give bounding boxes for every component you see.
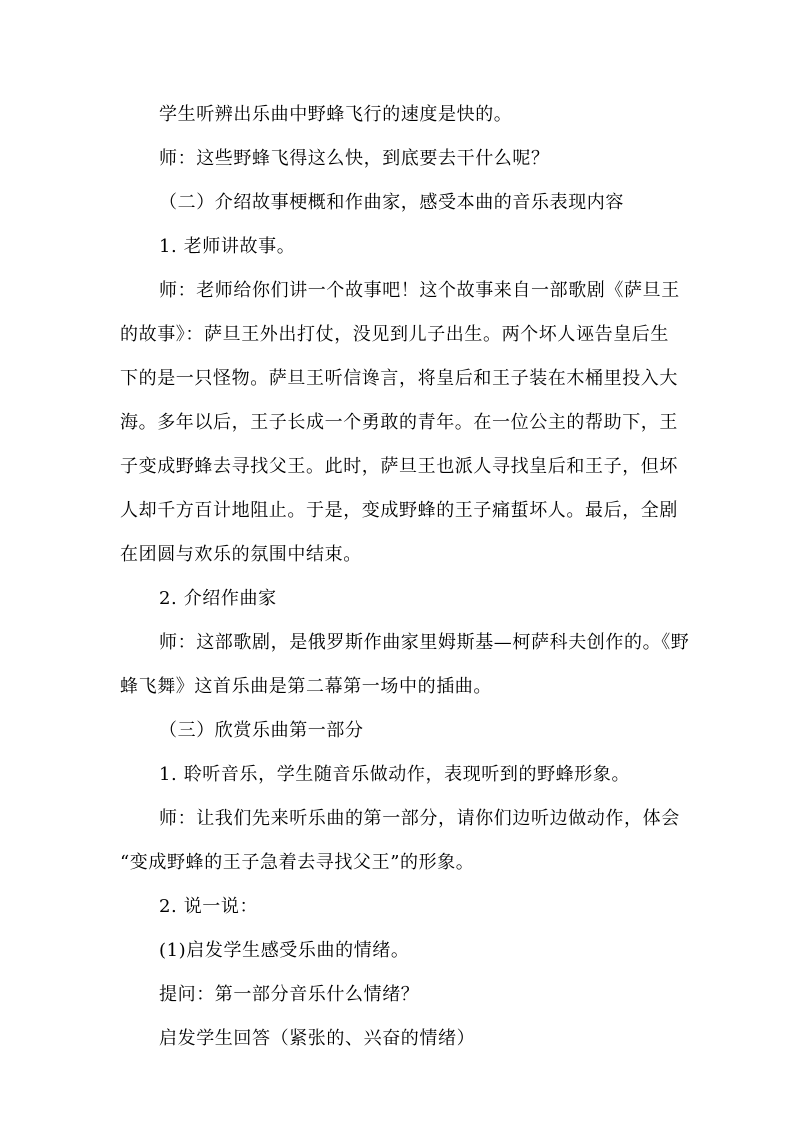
- paragraph-line: 学生听辨出乐曲中野蜂飞行的速度是快的。: [159, 104, 513, 125]
- numbered-heading: 1. 聆听音乐，学生随音乐做动作，表现听到的野蜂形象。: [159, 764, 631, 785]
- paragraph-line: 子变成野蜂去寻找父王。此时，萨旦王也派人寻找皇后和王子，但坏: [120, 456, 678, 477]
- paragraph-line: 人却千方百计地阻止。于是，变成野蜂的王子痛蜇坏人。最后，全剧: [120, 500, 678, 521]
- paragraph-line: 在团圆与欢乐的氛围中结束。: [120, 544, 362, 565]
- paragraph-line: “变成野蜂的王子急着去寻找父王”的形象。: [120, 852, 475, 873]
- numbered-heading: 2. 说一说：: [159, 896, 259, 917]
- paragraph-line: 师：让我们先来听乐曲的第一部分，请你们边听边做动作，体会: [159, 808, 680, 829]
- paragraph-line: 海。多年以后，王子长成一个勇敢的青年。在一位公主的帮助下，王: [120, 412, 678, 433]
- paragraph-line: 下的是一只怪物。萨旦王听信谗言，将皇后和王子装在木桶里投入大: [120, 368, 678, 389]
- paragraph-line: (1)启发学生感受乐曲的情绪。: [159, 940, 410, 961]
- paragraph-line: 师：老师给你们讲一个故事吧！这个故事来自一部歌剧《萨旦王: [159, 280, 680, 301]
- numbered-heading: 1. 老师讲故事。: [159, 236, 296, 257]
- paragraph-line: 提问：第一部分音乐什么情绪？: [159, 984, 420, 1005]
- section-heading: （三）欣赏乐曲第一部分: [159, 720, 364, 741]
- section-heading: （二）介绍故事梗概和作曲家，感受本曲的音乐表现内容: [159, 192, 624, 213]
- paragraph-line: 师：这部歌剧，是俄罗斯作曲家里姆斯基—柯萨科夫创作的。《野: [159, 632, 690, 653]
- paragraph-line: 启发学生回答（紧张的、兴奋的情绪）: [159, 1028, 476, 1049]
- numbered-heading: 2. 介绍作曲家: [159, 588, 277, 609]
- paragraph-line: 蜂飞舞》这首乐曲是第二幕第一场中的插曲。: [120, 676, 492, 697]
- paragraph-line: 师：这些野蜂飞得这么快，到底要去干什么呢？: [159, 148, 550, 169]
- paragraph-line: 的故事》：萨旦王外出打仗，没见到儿子出生。两个坏人诬告皇后生: [120, 324, 669, 345]
